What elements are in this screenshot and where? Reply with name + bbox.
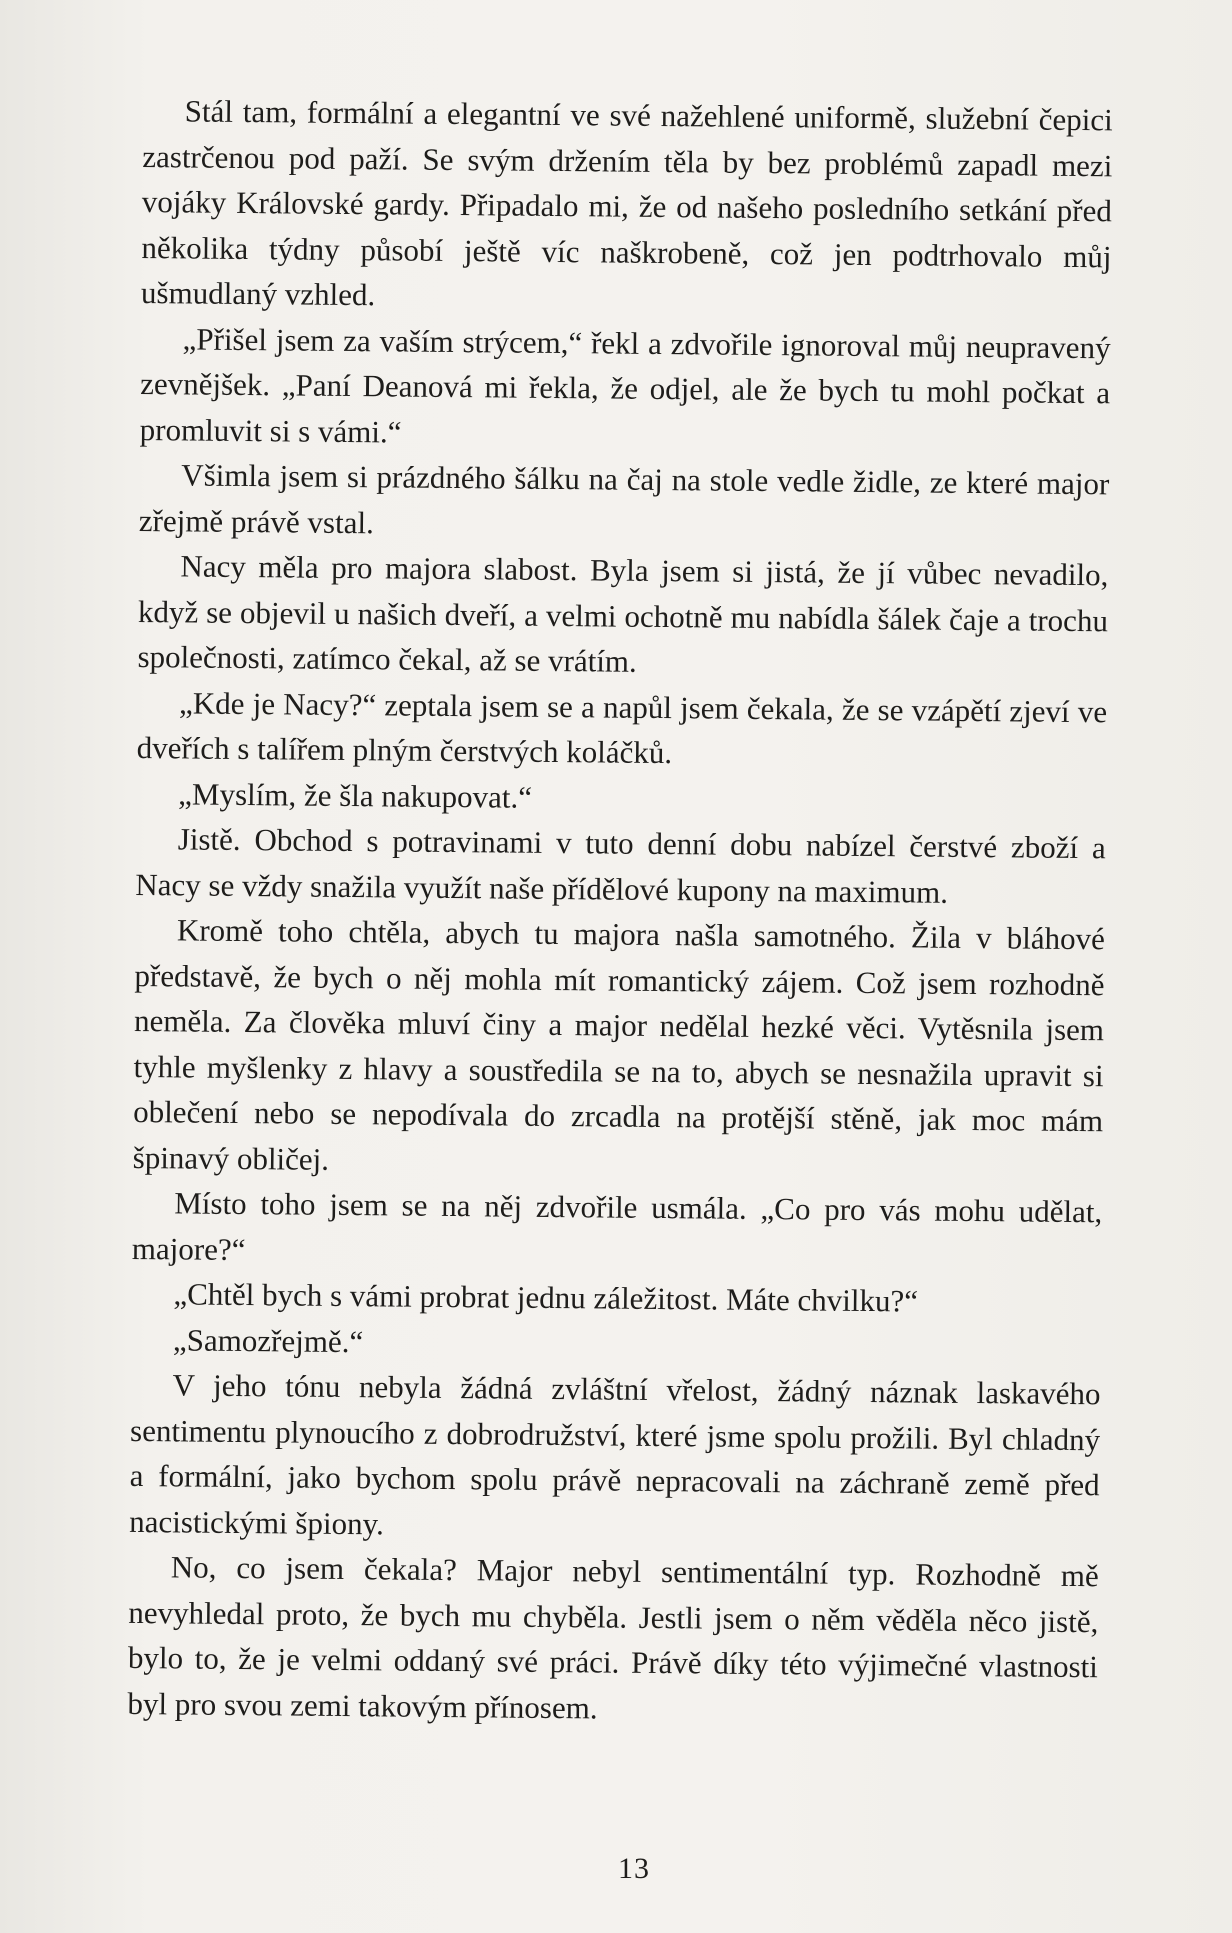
paragraph: No, co jsem čekala? Major nebyl sentimentální typ. Rozhodně mě nevyhledal proto, že bych mu chyběla. Jestli jsem o něm věděla něco jistě, bylo to, že je velmi oddaný své práci. Právě díky této výjimečné vlastnosti byl pro svou zemi takovým přínosem.: [127, 1549, 1099, 1725]
page-number: 13: [618, 1852, 650, 1885]
paragraph: „Myslím, že šla nakupovat.“: [178, 775, 533, 815]
paragraph: „Chtěl bych s vámi probrat jednu záležitost. Máte chvilku?“: [173, 1276, 919, 1319]
paragraph: Všimla jsem si prázdného šálku na čaj na stole vedle židle, ze které major zřejmě právě vstal.: [138, 457, 1110, 540]
paragraph: Jistě. Obchod s potravinami v tuto denní dobu nabízel čerstvé zboží a Nacy se vždy snažila využít naše přídělové kupony na maximum.: [135, 821, 1106, 910]
paragraph: Kromě toho chtěla, abych tu majora našla samotného. Žila v bláhové představě, že bych o něj mohla mít romantický zájem. Což jsem rozhodně neměla. Za člověka mluví činy a major nedělal hezké věci. Vytěsnila jsem tyhle myšlenky z hlavy a soustředila se na to, abych se nesnažila upravit si oblečení nebo se nepodívala do zrcadla na protější stěně, jak moc mám špinavý obličej.: [132, 912, 1106, 1177]
paragraph: „Přišel jsem za vaším strýcem,“ řekl a zdvořile ignoroval můj neupravený zevnějšek. „Paní Deanová mi řekla, že odjel, ale že bych tu mohl počkat a promluvit si s vámi.“: [139, 320, 1111, 449]
paragraph: Stál tam, formální a elegantní ve své nažehlené uniformě, služební čepici zastrčenou pod paží. Se svým držením těla by bez problémů zapadl mezi vojáky Královské gardy. Připadalo mi, že od našeho posledního setkání před několika týdny působí ještě víc naškrobeně, což jen podtrhovalo můj ušmudlaný vzhled.: [140, 93, 1113, 313]
paragraph: V jeho tónu nebyla žádná zvláštní vřelost, žádný náznak laskavého sentimentu plynoucího z dobrodružství, které jsme spolu prožili. Byl chladný a formální, jako bychom spolu právě nepracovali na záchraně země před nacistickými špiony.: [129, 1367, 1101, 1541]
paragraph: „Samozřejmě.“: [172, 1321, 364, 1359]
paragraph: Nacy měla pro majora slabost. Byla jsem si jistá, že jí vůbec nevadilo, když se objevil u našich dveří, a velmi ochotně mu nabídla šálek čaje a trochu společnosti, zatímco čekal, až se vrátím.: [137, 548, 1109, 679]
paragraph: „Kde je Nacy?“ zeptala jsem se a napůl jsem čekala, že se vzápětí zjeví ve dveřích s talířem plným čerstvých koláčků.: [136, 684, 1108, 771]
body-text: [127, 88, 1113, 1735]
paragraph: Místo toho jsem se na něj zdvořile usmála. „Co pro vás mohu udělat, majore?“: [131, 1185, 1103, 1267]
